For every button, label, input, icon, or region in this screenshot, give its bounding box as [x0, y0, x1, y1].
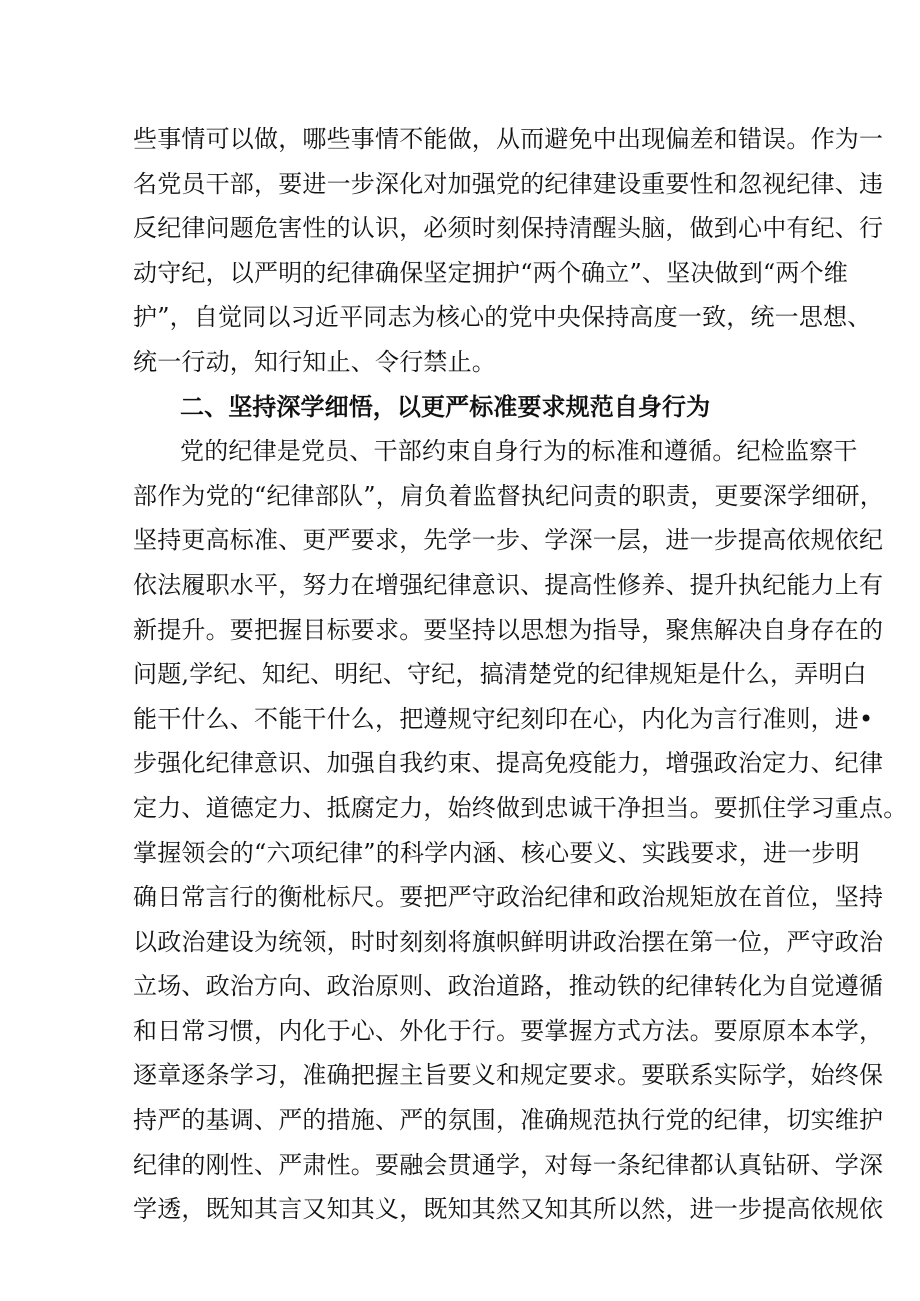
paragraph-1-line: 些事情可以做，哪些事情不能做，从而避免中出现偏差和错误。作为一: [133, 125, 884, 153]
paragraph-2-line: 学透，既知其言又知其义，既知其然又知其所以然，进一步提高依规依: [133, 1195, 884, 1224]
paragraph-2-line: 纪律的刚性、严肃性。要融会贯通学，对每一条纪律都认真钻研、学深: [133, 1150, 884, 1179]
paragraph-2-line: 立场、政治方向、政治原则、政治道路，推动铁的纪律转化为自觉遵循: [133, 972, 884, 1001]
paragraph-1-line: 名党员干部，要进一步深化对加强党的纪律建设重要性和忽视纪律、违: [133, 169, 884, 198]
paragraph-1-line: 反纪律问题危害性的认识，必须时刻保持清醒头脑，做到心中有纪、行: [133, 214, 884, 243]
section-heading: 二、坚持深学细悟，以更严标准要求规范自身行为: [180, 392, 711, 421]
document-body: [133, 117, 908, 1232]
paragraph-2-line: 定力、道德定力、抵腐定力，始终做到忠诚干净担当。要抓住学习重点。: [133, 793, 908, 822]
paragraph-1-line: 护”，自觉同以习近平同志为核心的党中央保持高度一致，统一思想、: [133, 303, 872, 332]
paragraph-2-line: 以政治建设为统领，时时刻刻将旗帜鲜明讲政治摆在第一位，严守政治: [133, 927, 884, 956]
paragraph-2-line: 新提升。要把握目标要求。要坚持以思想为指导，聚焦解决自身存在的: [133, 615, 884, 644]
paragraph-2-line: 逐章逐条学习，准确把握主旨要义和规定要求。要联系实际学，始终保: [133, 1061, 884, 1090]
paragraph-2-line: 部作为党的“纪律部队”，肩负着监督执纪问责的职责，更要深学细研，: [133, 481, 884, 510]
paragraph-2-line: 持严的基调、严的措施、严的氛围，准确规范执行党的纪律，切实维护: [133, 1106, 884, 1135]
paragraph-2-line: 问题,学纪、知纪、明纪、守纪，搞清楚党的纪律规矩是什么，弄明白: [133, 660, 867, 689]
paragraph-2-line: 坚持更高标准、更严要求，先学一步、学深一层，进一步提高依规依纪: [133, 526, 884, 555]
paragraph-2-line: 确日常言行的衡枇标尺。要把严守政治纪律和政治规矩放在首位，坚持: [133, 883, 884, 912]
paragraph-1-line: 统一行动，知行知止、令行禁止。: [133, 347, 496, 376]
paragraph-2-line: 党的纪律是党员、干部约束自身行为的标准和遵循。纪检监察干: [180, 437, 858, 466]
paragraph-1-line: 动守纪，以严明的纪律确保坚定拥护“两个确立”、坚决做到“两个维: [133, 258, 849, 287]
paragraph-2-line: 依法履职水平，努力在增强纪律意识、提高性修养、提升执纪能力上有: [133, 570, 884, 599]
paragraph-2-line: 和日常习惯，内化于心、外化于行。要掌握方式方法。要原原本本学，: [133, 1016, 884, 1045]
paragraph-2-line: 掌握领会的“六项纪律”的科学内涵、核心要义、实践要求，进一步明: [133, 838, 860, 867]
paragraph-2-line: 步强化纪律意识、加强自我约束、提高免疫能力，增强政治定力、纪律: [133, 749, 884, 778]
paragraph-2-line: 能干什么、不能干什么，把遵规守纪刻印在心，内化为言行准则，进•: [133, 704, 874, 733]
